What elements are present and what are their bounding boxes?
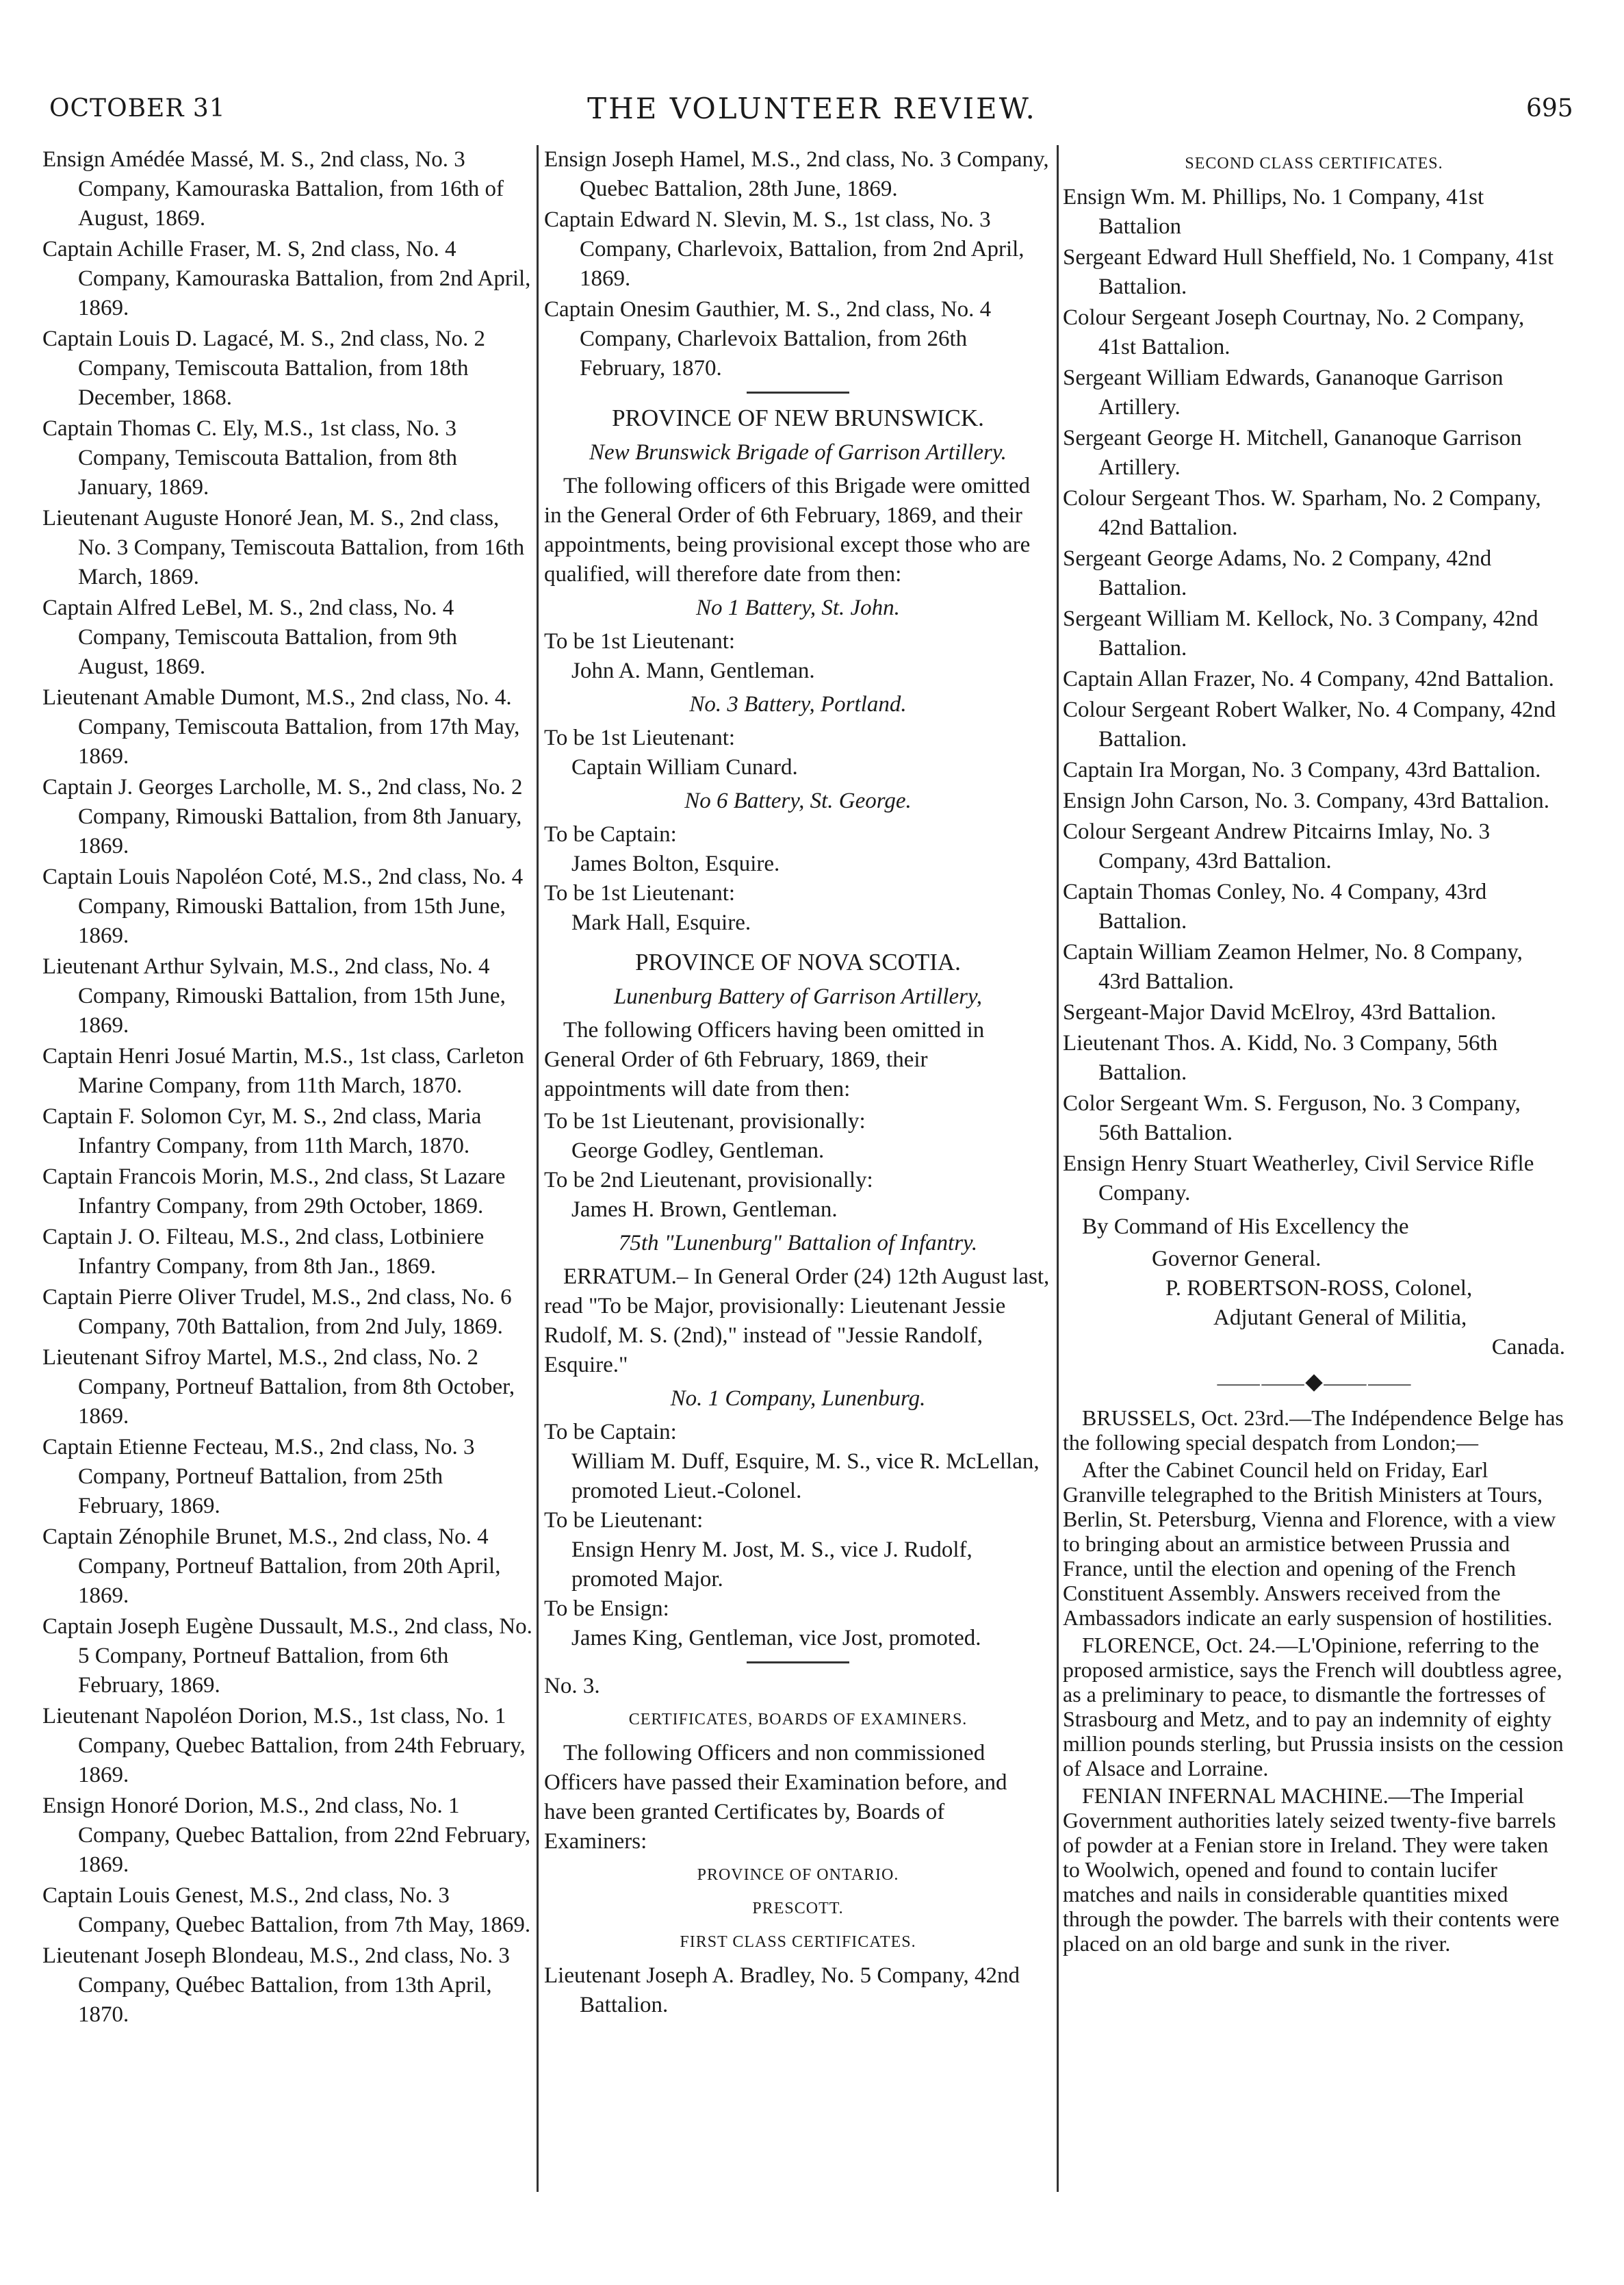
appointment-entry: Captain J. O. Filteau, M.S., 2nd class, Lotbiniere Infantry Company, from 8th Jan., 1869. <box>42 1225 485 1279</box>
appointment-entry: Captain Alfred LeBel, M. S., 2nd class, No. 4 Company, Temiscouta Battalion, from 9th August, 1869. <box>42 596 458 679</box>
certificate-entry: Color Sergeant Wm. S. Ferguson, No. 3 Company, 56th Battalion. <box>1063 1091 1521 1145</box>
page-number: 695 <box>1526 94 1573 123</box>
appointment-entry: Captain Zénophile Brunet, M.S., 2nd class, No. 4 Company, Portneuf Battalion, from 20th April, 1869. <box>42 1524 501 1608</box>
appointment-entry: Lieutenant Napoléon Dorion, M.S., 1st class, No. 1 Company, Quebec Battalion, from 24th February, 1869. <box>42 1704 526 1787</box>
role-line: To be Captain: <box>544 1420 677 1444</box>
role-line: To be 1st Lieutenant: <box>544 629 736 654</box>
section-rule <box>747 392 849 394</box>
signature-title: Canada. <box>1491 1335 1565 1359</box>
role-line: To be Ensign: <box>544 1596 669 1621</box>
first-class-heading: FIRST CLASS CERTIFICATES. <box>680 1933 916 1951</box>
appointment-entry: Captain Henri Josué Martin, M.S., 1st class, Carleton Marine Company, from 11th March, 1870. <box>42 1044 524 1098</box>
section-rule <box>747 1661 849 1663</box>
certificate-entry: Sergeant Edward Hull Sheffield, No. 1 Company, 41st Battalion. <box>1063 245 1554 299</box>
appointment-entry: Lieutenant Auguste Honoré Jean, M. S., 2nd class, No. 3 Company, Temiscouta Battalion, from 16th March, 1869. <box>42 506 525 589</box>
signature-name: P. ROBERTSON-ROSS, Colonel, <box>1165 1276 1473 1301</box>
masthead-title: THE VOLUNTEER REVIEW. <box>587 92 1037 125</box>
certificate-entry: Colour Sergeant Robert Walker, No. 4 Company, 42nd Battalion. <box>1063 698 1556 752</box>
news-paragraph: FENIAN INFERNAL MACHINE.—The Imperial Government authorities lately seized twenty-five barrels of powder at a Fenian store in Ireland. They were taken to Woolwich, opened and found to contain lucifer matches and nails in considerable quantities mixed through the powder. The barrels with their contents were placed on an old barge and sunk in the river. <box>1063 1783 1560 1956</box>
appointment-entry: Captain Achille Fraser, M. S, 2nd class, No. 4 Company, Kamouraska Battalion, from 2nd April, 1869. <box>42 237 531 320</box>
appointment-entry: Ensign Amédée Massé, M. S., 2nd class, No. 3 Company, Kamouraska Battalion, from 16th of August, 1869. <box>42 147 504 231</box>
role-line: To be Captain: <box>544 822 677 847</box>
section-heading-nova-scotia: PROVINCE OF NOVA SCOTIA. <box>635 949 961 975</box>
certificate-entry: Ensign Wm. M. Phillips, No. 1 Company, 41st Battalion <box>1063 185 1484 239</box>
certificate-entry: Captain Ira Morgan, No. 3 Company, 43rd Battalion. <box>1063 758 1541 782</box>
battery-heading: No 6 Battery, St. George. <box>684 789 912 813</box>
column-divider-right <box>1057 145 1059 2192</box>
appointment-entry: Captain Louis Napoléon Coté, M.S., 2nd class, No. 4 Company, Rimouski Battalion, from 15th June, 1869. <box>42 865 524 948</box>
subheading: New Brunswick Brigade of Garrison Artillery. <box>589 440 1007 465</box>
certificate-entry: Captain Allan Frazer, No. 4 Company, 42nd Battalion. <box>1063 667 1554 691</box>
certificate-entry: Sergeant William M. Kellock, No. 3 Company, 42nd Battalion. <box>1063 607 1538 661</box>
province-heading: PROVINCE OF ONTARIO. <box>697 1866 899 1884</box>
appointment-entry: Captain Onesim Gauthier, M. S., 2nd class, No. 4 Company, Charlevoix Battalion, from 26th February, 1870. <box>544 297 992 381</box>
subheading: Lunenburg Battery of Garrison Artillery, <box>613 984 983 1009</box>
paragraph: The following officers of this Brigade were omitted in the General Order of 6th February, 1869, and their appointments, being provisional except those who are qualified, will therefore date from then: <box>544 474 1031 587</box>
paragraph: The following Officers and non commissioned Officers have passed their Examination before, and have been granted Certificates by, Boards of Examiners: <box>544 1741 1007 1854</box>
certificate-entry: Sergeant George H. Mitchell, Gananoque Garrison Artillery. <box>1063 426 1522 480</box>
role-line: To be 1st Lieutenant: <box>544 881 736 906</box>
column-1 <box>42 145 532 2031</box>
battalion-heading: 75th "Lunenburg" Battalion of Infantry. <box>618 1231 978 1255</box>
certificate-entry: Colour Sergeant Joseph Courtnay, No. 2 Company, 41st Battalion. <box>1063 305 1525 359</box>
column-3 <box>1063 145 1565 1958</box>
company-heading: No. 1 Company, Lunenburg. <box>670 1386 926 1411</box>
certificate-entry: Captain William Zeamon Helmer, No. 8 Company, 43rd Battalion. <box>1063 940 1523 994</box>
command-line: Governor General. <box>1152 1247 1322 1271</box>
column-2 <box>544 145 1052 2021</box>
certificate-entry: Captain Thomas Conley, No. 4 Company, 43rd Battalion. <box>1063 880 1487 934</box>
role-line: To be 1st Lieutenant, provisionally: <box>544 1109 866 1134</box>
battery-heading: No 1 Battery, St. John. <box>696 596 900 620</box>
appointment-entry: Captain F. Solomon Cyr, M. S., 2nd class, Maria Infantry Company, from 11th March, 1870. <box>42 1104 482 1158</box>
appointment-entry: Ensign Honoré Dorion, M.S., 2nd class, No. 1 Company, Quebec Battalion, from 22nd February, 1869. <box>42 1793 531 1877</box>
certificate-entry: Lieutenant Thos. A. Kidd, No. 3 Company, 56th Battalion. <box>1063 1031 1498 1085</box>
appointment-entry: Captain Thomas C. Ely, M.S., 1st class, No. 3 Company, Temiscouta Battalion, from 8th January, 1869. <box>42 416 458 500</box>
news-paragraph: FLORENCE, Oct. 24.—L'Opinione, referring to the proposed armistice, says the French will doubtless agree, as a preliminary to peace, to dismantle the fortresses of Strasbourg and Metz, and to pay an indemnity of eighty million pounds sterling, but Prussia insists on the cession of Alsace and Lorraine. <box>1063 1633 1564 1780</box>
role-line: To be Lieutenant: <box>544 1508 704 1533</box>
name-line: James H. Brown, Gentleman. <box>571 1197 838 1222</box>
appointment-entry: Captain Francois Morin, M.S., 2nd class, St Lazare Infantry Company, from 29th October, 1869. <box>42 1164 506 1218</box>
name-line: Mark Hall, Esquire. <box>571 910 751 935</box>
appointment-entry: Lieutenant Sifroy Martel, M.S., 2nd class, No. 2 Company, Portneuf Battalion, from 8th October, 1869. <box>42 1345 515 1429</box>
name-line: William M. Duff, Esquire, M. S., vice R. McLellan, promoted Lieut.-Colonel. <box>571 1449 1040 1503</box>
certificate-entry: Sergeant William Edwards, Gananoque Garrison Artillery. <box>1063 366 1504 420</box>
name-line: Ensign Henry M. Jost, M. S., vice J. Rudolf, promoted Major. <box>571 1537 972 1592</box>
certificate-entry: Sergeant George Adams, No. 2 Company, 42nd Battalion. <box>1063 546 1492 600</box>
paragraph: The following Officers having been omitted in General Order of 6th February, 1869, their appointments will date from then: <box>544 1018 985 1101</box>
appointment-entry: Captain Edward N. Slevin, M. S., 1st class, No. 3 Company, Charlevoix, Battalion, from 2nd April, 1869. <box>544 207 1024 291</box>
appointment-entry: Captain Louis D. Lagacé, M. S., 2nd class, No. 2 Company, Temiscouta Battalion, from 18th December, 1868. <box>42 327 486 410</box>
column-divider-left <box>537 145 539 2192</box>
appointment-entry: Lieutenant Arthur Sylvain, M.S., 2nd class, No. 4 Company, Rimouski Battalion, from 15th June, 1869. <box>42 954 506 1038</box>
news-paragraph: After the Cabinet Council held on Friday, Earl Granville telegraphed to the British Ministers at Tours, Berlin, St. Petersburg, Vienna and Florence, with a view to bringing about an armistice between Prussia and France, until the election and opening of the French Constituent Assembly. Answers received from the Ambassadors indicate an early suspension of hostilities. <box>1063 1457 1556 1630</box>
appointment-entry: Ensign Joseph Hamel, M.S., 2nd class, No. 3 Company, Quebec Battalion, 28th June, 1869. <box>544 147 1049 201</box>
name-line: George Godley, Gentleman. <box>571 1138 825 1163</box>
page-date: OCTOBER 31 <box>49 94 226 123</box>
role-line: To be 2nd Lieutenant, provisionally: <box>544 1168 873 1192</box>
place-heading: PRESCOTT. <box>752 1900 844 1917</box>
name-line: Captain William Cunard. <box>571 755 798 780</box>
certificate-entry: Lieutenant Joseph A. Bradley, No. 5 Company, 42nd Battalion. <box>544 1963 1020 2017</box>
appointment-entry: Captain Pierre Oliver Trudel, M.S., 2nd class, No. 6 Company, 70th Battalion, from 2nd July, 1869. <box>42 1285 512 1339</box>
certificate-entry: Sergeant-Major David McElroy, 43rd Battalion. <box>1063 1000 1497 1025</box>
appointment-entry: Captain Louis Genest, M.S., 2nd class, No. 3 Company, Quebec Battalion, from 7th May, 1869. <box>42 1883 531 1937</box>
role-line: To be 1st Lieutenant: <box>544 726 736 750</box>
section-heading-new-brunswick: PROVINCE OF NEW BRUNSWICK. <box>612 405 984 431</box>
certificates-heading: CERTIFICATES, BOARDS OF EXAMINERS. <box>628 1711 968 1728</box>
certificate-entry: Ensign Henry Stuart Weatherley, Civil Service Rifle Company. <box>1063 1151 1534 1205</box>
ornamental-rule: ⸻⸻◆⸻⸻ <box>1216 1374 1412 1394</box>
certificate-entry: Colour Sergeant Andrew Pitcairns Imlay, No. 3 Company, 43rd Battalion. <box>1063 819 1491 873</box>
signature-title: Adjutant General of Militia, <box>1213 1305 1467 1330</box>
certificate-entry: Colour Sergeant Thos. W. Sparham, No. 2 Company, 42nd Battalion. <box>1063 486 1541 540</box>
second-class-heading: SECOND CLASS CERTIFICATES. <box>1185 155 1443 173</box>
name-line: James Bolton, Esquire. <box>571 852 780 876</box>
appointment-entry: Captain Etienne Fecteau, M.S., 2nd class, No. 3 Company, Portneuf Battalion, from 25th February, 1869. <box>42 1435 475 1518</box>
certificate-entry: Ensign John Carson, No. 3. Company, 43rd Battalion. <box>1063 789 1549 813</box>
appointment-entry: Captain Joseph Eugène Dussault, M.S., 2nd class, No. 5 Company, Portneuf Battalion, from 6th February, 1869. <box>42 1614 532 1698</box>
appointment-entry: Captain J. Georges Larcholle, M. S., 2nd class, No. 2 Company, Rimouski Battalion, from 8th January, 1869. <box>42 775 523 858</box>
erratum-paragraph: ERRATUM.– In General Order (24) 12th August last, read "To be Major, provisionally: Lieutenant Jessie Rudolf, M. S. (2nd)," instead of "Jessie Randolf, Esquire." <box>544 1264 1050 1377</box>
name-line: James King, Gentleman, vice Jost, promoted. <box>571 1626 981 1650</box>
appointment-entry: Lieutenant Joseph Blondeau, M.S., 2nd class, No. 3 Company, Québec Battalion, from 13th April, 1870. <box>42 1943 510 2027</box>
news-paragraph: BRUSSELS, Oct. 23rd.—The Indépendence Belge has the following special despatch from London;— <box>1063 1405 1564 1455</box>
appointment-entry: Lieutenant Amable Dumont, M.S., 2nd class, No. 4. Company, Temiscouta Battalion, from 17th May, 1869. <box>42 685 520 769</box>
order-number: No. 3. <box>544 1674 600 1698</box>
command-line: By Command of His Excellency the <box>1082 1214 1409 1239</box>
battery-heading: No. 3 Battery, Portland. <box>689 692 907 717</box>
name-line: John A. Mann, Gentleman. <box>571 659 815 683</box>
